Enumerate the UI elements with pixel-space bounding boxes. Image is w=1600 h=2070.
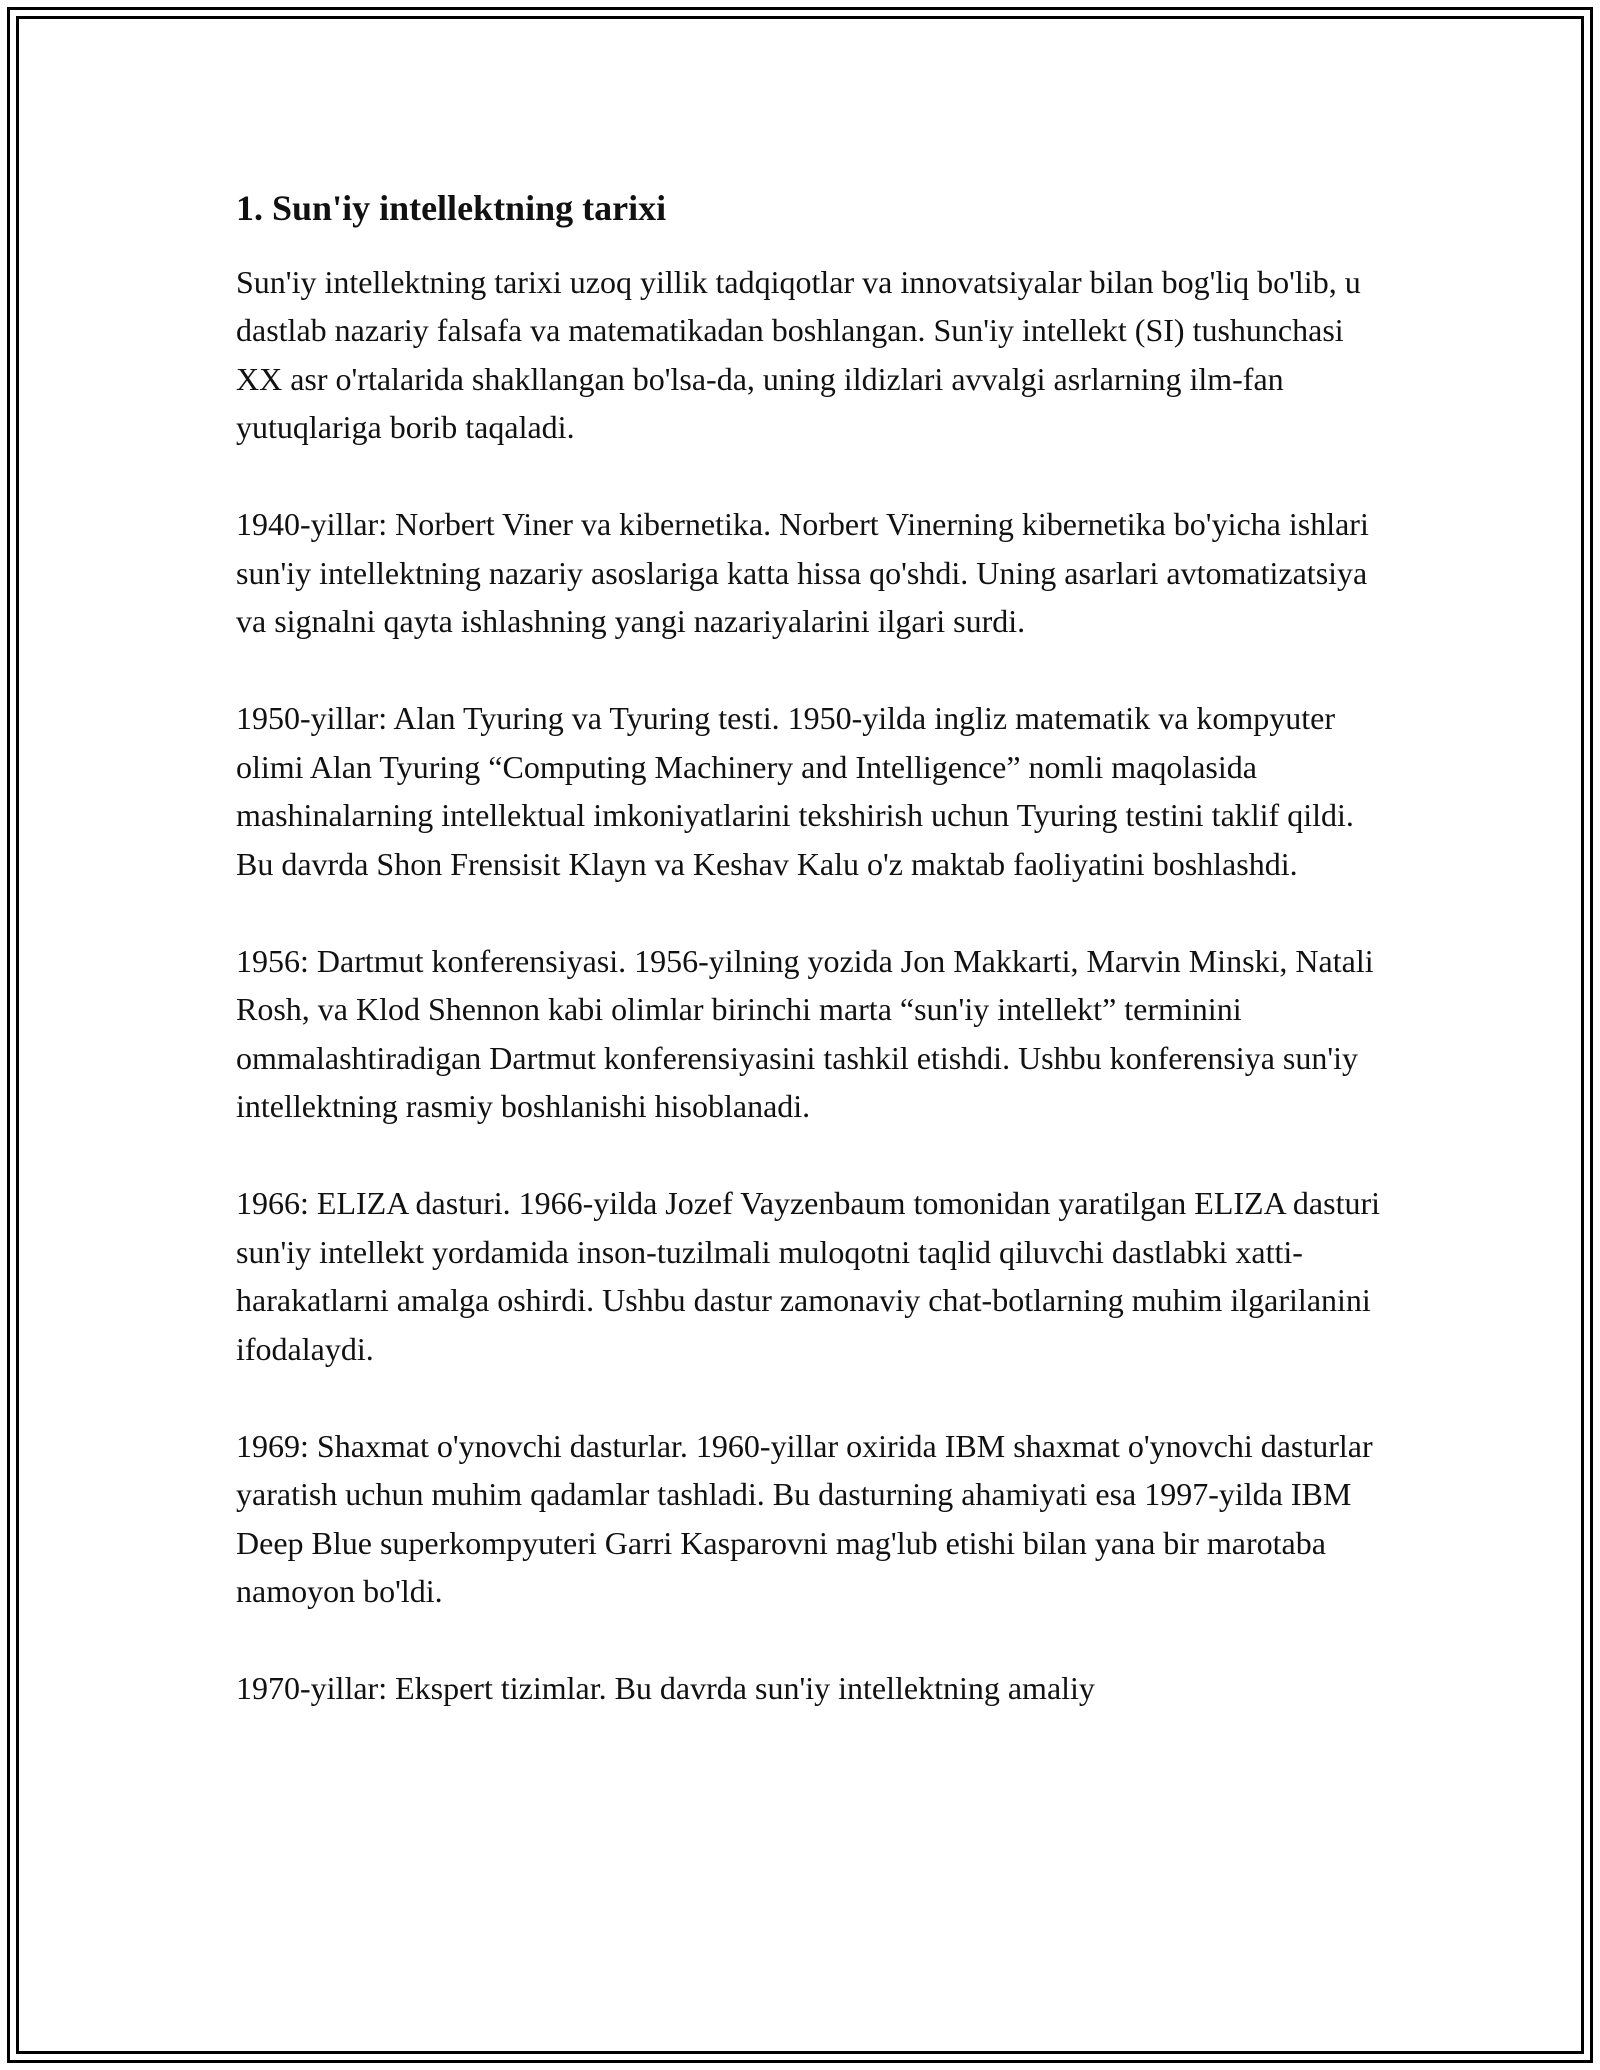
paragraph-intro: Sun'iy intellektning tarixi uzoq yillik tadqiqotlar va innovatsiyalar bilan bog'liq bo'lib, u dastlab nazariy falsafa va matematikadan boshlangan. Sun'iy intellekt (SI) tushunchasi XX asr o'rtalarida shakllangan bo'lsa-da, uning ildizlari avvalgi asrlarning ilm-fan yutuqlariga borib taqaladi. bbox=[236, 263, 1361, 446]
document-body bbox=[236, 185, 1386, 1713]
paragraph-1970s: 1970-yillar: Ekspert tizimlar. Bu davrda sun'iy intellektning amaliy bbox=[236, 1670, 1095, 1707]
paragraph-1966: 1966: ELIZA dasturi. 1966-yilda Jozef Vayzenbaum tomonidan yaratilgan ELIZA dasturi sun'iy intellekt yordamida inson-tuzilmali muloqotni taqlid qiluvchi dastlabki xatti-harakatlarni amalga oshirdi. Ushbu dastur zamonaviy chat-botlarning muhim ilgarilanini ifodalaydi. bbox=[236, 1185, 1381, 1367]
paragraph-1956: 1956: Dartmut konferensiyasi. 1956-yilning yozida Jon Makkarti, Marvin Minski, Natali Rosh, va Klod Shennon kabi olimlar birinchi marta “sun'iy intellekt” terminini ommalashtiradigan Dartmut konferensiyasini tashkil etishdi. Ushbu konferensiya sun'iy intellektning rasmiy boshlanishi hisoblanadi. bbox=[236, 942, 1374, 1125]
section-heading: 1. Sun'iy intellektning tarixi bbox=[236, 188, 667, 228]
paragraph-1950s: 1950-yillar: Alan Tyuring va Tyuring testi. 1950-yilda ingliz matematik va kompyuter olimi Alan Tyuring “Computing Machinery and Intelligence” nomli maqolasida mashinalarning intellektual imkoniyatlarini tekshirish uchun Tyuring testini taklif qildi. Bu davrda Shon Frensisit Klayn va Keshav Kalu o'z maktab faoliyatini boshlashdi. bbox=[236, 700, 1354, 882]
paragraph-1969: 1969: Shaxmat o'ynovchi dasturlar. 1960-yillar oxirida IBM shaxmat o'ynovchi dasturlar yaratish uchun muhim qadamlar tashladi. Bu dasturning ahamiyati esa 1997-yilda IBM Deep Blue superkompyuteri Garri Kasparovni mag'lub etishi bilan yana bir marotaba namoyon bo'ldi. bbox=[236, 1427, 1373, 1610]
paragraph-1940s: 1940-yillar: Norbert Viner va kibernetika. Norbert Vinerning kibernetika bo'yicha ishlari sun'iy intellektning nazariy asoslariga katta hissa qo'shdi. Uning asarlari avtomatizatsiya va signalni qayta ishlashning yangi nazariyalarini ilgari surdi. bbox=[236, 506, 1369, 640]
